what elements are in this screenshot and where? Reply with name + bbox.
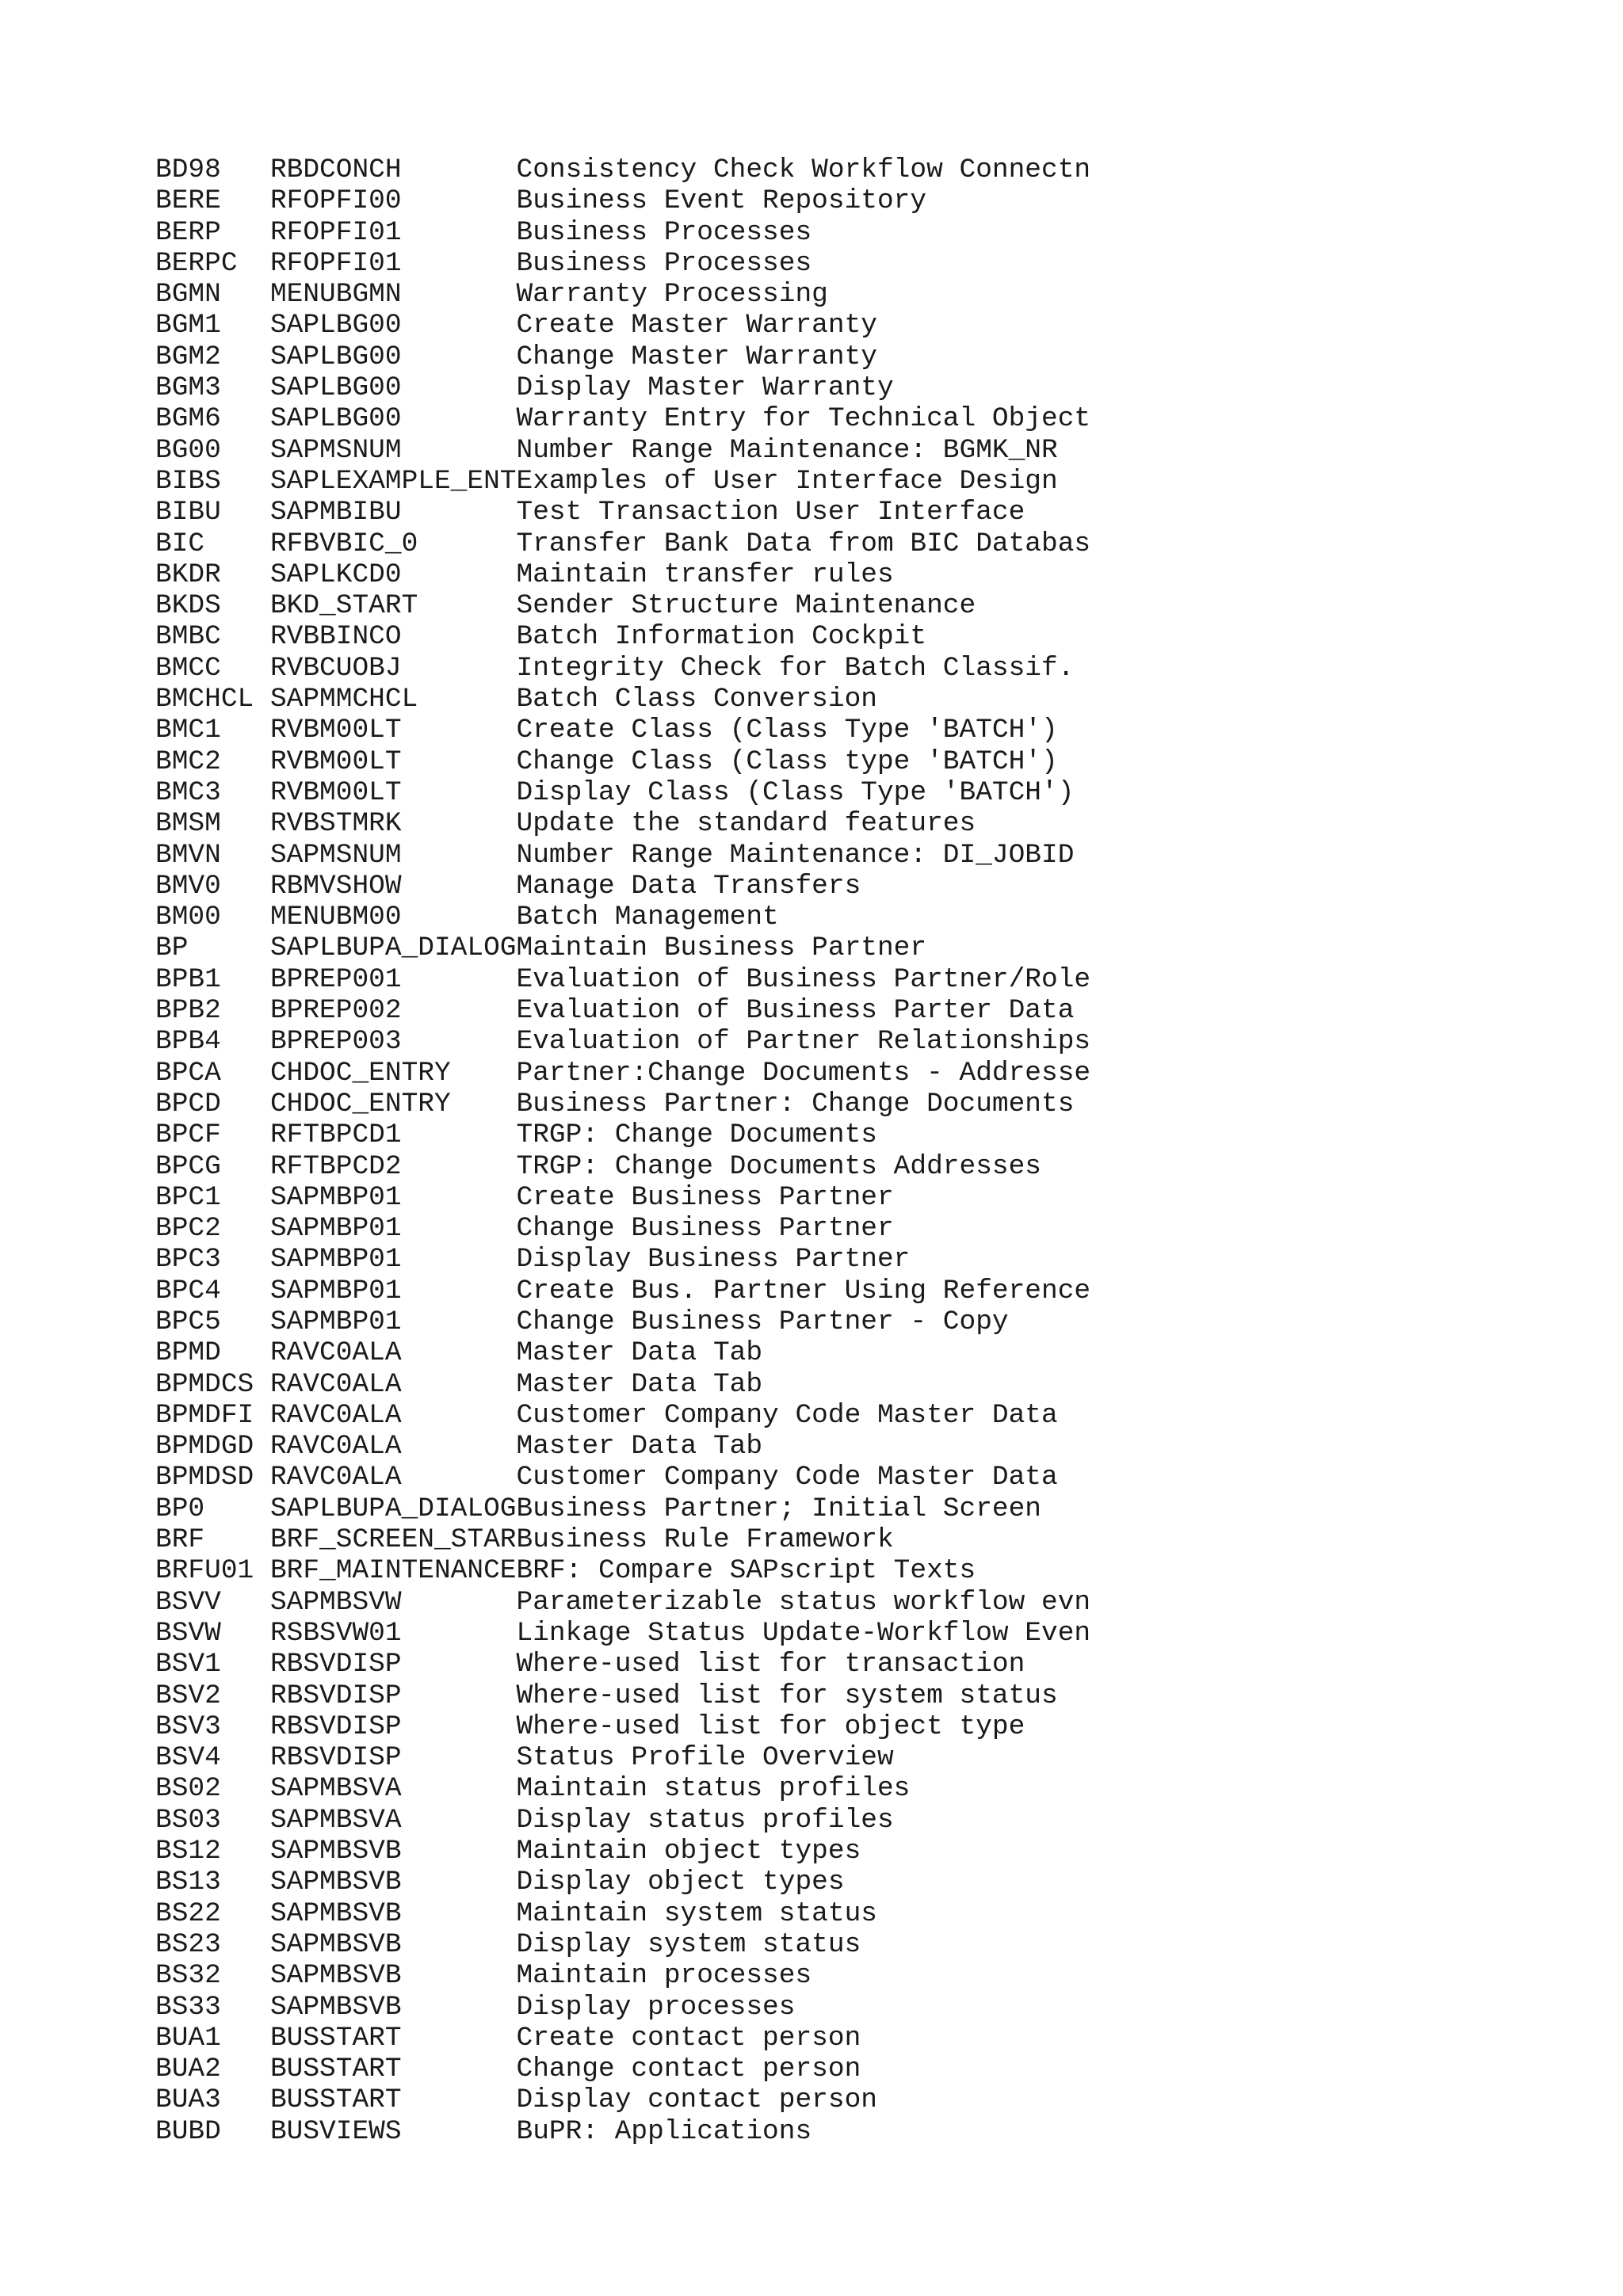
program-name: RFOPFI00	[269, 185, 517, 217]
transaction-code: BPC5	[155, 1306, 270, 1337]
listing-row	[155, 403, 1090, 434]
program-name: SAPLBUPA_DIALOG	[269, 933, 517, 964]
transaction-description: Create Business Partner	[516, 1181, 894, 1213]
listing-row	[155, 1400, 1090, 1431]
listing-row	[155, 777, 1090, 808]
program-name: BKD_START	[269, 590, 517, 622]
program-name: RVBCUOBJ	[269, 652, 517, 684]
listing-row	[155, 1898, 1090, 1929]
program-name: SAPMBSVB	[269, 1897, 517, 1929]
transaction-code: BPMDCS	[155, 1368, 270, 1400]
transaction-code: BM00	[155, 902, 270, 933]
transaction-code: BS23	[155, 1928, 270, 1960]
listing-row	[155, 902, 1090, 933]
listing-row	[155, 1805, 1090, 1836]
transaction-description: Batch Class Conversion	[516, 684, 877, 715]
transaction-description: Business Processes	[516, 216, 812, 248]
program-name: RBSVDISP	[269, 1649, 517, 1680]
transaction-description: Consistency Check Workflow Connectn	[516, 154, 1091, 185]
transaction-description: Test Transaction User Interface	[516, 497, 1025, 528]
transaction-code: BPMD	[155, 1337, 270, 1369]
program-name: BUSSTART	[269, 2022, 517, 2054]
transaction-description: Business Processes	[516, 247, 812, 279]
transaction-code: BSV3	[155, 1711, 270, 1742]
program-name: RBSVDISP	[269, 1680, 517, 1711]
transaction-description: Sender Structure Maintenance	[516, 590, 976, 622]
program-name: SAPMMCHCL	[269, 684, 517, 715]
transaction-description: Display Master Warranty	[516, 372, 894, 404]
transaction-code: BPCD	[155, 1088, 270, 1119]
listing-row	[155, 435, 1090, 466]
transaction-code: BMC3	[155, 776, 270, 808]
transaction-description: Change Business Partner - Copy	[516, 1306, 1009, 1337]
listing-row	[155, 621, 1090, 652]
program-name: SAPMBSVB	[269, 1960, 517, 1992]
transaction-code: BMCC	[155, 652, 270, 684]
transaction-code: BIC	[155, 528, 270, 559]
transaction-code: BS32	[155, 1960, 270, 1992]
transaction-description: Maintain transfer rules	[516, 559, 894, 590]
transaction-code: BUA3	[155, 2084, 270, 2116]
transaction-description: Create Class (Class Type 'BATCH')	[516, 715, 1058, 746]
transaction-code: BIBS	[155, 465, 270, 497]
transaction-description: Display processes	[516, 1991, 796, 2023]
program-name: BRF_SCREEN_STAR	[269, 1524, 517, 1556]
transaction-description: Number Range Maintenance: DI_JOBID	[516, 839, 1075, 871]
transaction-description: Transfer Bank Data from BIC Databas	[516, 528, 1091, 559]
transaction-code: BS03	[155, 1804, 270, 1836]
transaction-description: Update the standard features	[516, 808, 976, 840]
program-name: SAPMBP01	[269, 1181, 517, 1213]
transaction-code: BG00	[155, 434, 270, 466]
transaction-description: Examples of User Interface Design	[516, 465, 1058, 497]
program-name: RVBM00LT	[269, 776, 517, 808]
transaction-description: Maintain status profiles	[516, 1773, 911, 1805]
program-name: SAPLBG00	[269, 310, 517, 341]
program-name: SAPLBG00	[269, 372, 517, 404]
transaction-description: Master Data Tab	[516, 1337, 763, 1369]
listing-row	[155, 1151, 1090, 1182]
transaction-description: Batch Information Cockpit	[516, 621, 927, 653]
program-name: BUSSTART	[269, 2084, 517, 2116]
transaction-code: BPMDGD	[155, 1431, 270, 1463]
transaction-description: Master Data Tab	[516, 1368, 763, 1400]
program-name: SAPMBIBU	[269, 497, 517, 528]
transaction-code: BSV4	[155, 1742, 270, 1774]
listing-row	[155, 933, 1090, 963]
transaction-description: Business Rule Framework	[516, 1524, 894, 1556]
listing-row	[155, 2084, 1090, 2115]
listing-row	[155, 808, 1090, 839]
listing-row	[155, 1711, 1090, 1742]
listing-row	[155, 964, 1090, 995]
listing-row	[155, 1089, 1090, 1119]
transaction-description: Warranty Entry for Technical Object	[516, 403, 1091, 435]
program-name: SAPLBG00	[269, 341, 517, 372]
program-name: SAPMSNUM	[269, 434, 517, 466]
transaction-code: BSV1	[155, 1649, 270, 1680]
listing-row	[155, 1960, 1090, 1991]
transaction-code: BUA2	[155, 2054, 270, 2085]
program-name: RBSVDISP	[269, 1742, 517, 1774]
transaction-code: BPB2	[155, 995, 270, 1027]
transaction-code: BPC4	[155, 1275, 270, 1306]
transaction-code: BERPC	[155, 247, 270, 279]
listing-row	[155, 1369, 1090, 1400]
transaction-description: Display object types	[516, 1867, 845, 1898]
transaction-description: Customer Company Code Master Data	[516, 1462, 1058, 1493]
listing-row	[155, 590, 1090, 621]
transaction-code: BPMDSD	[155, 1462, 270, 1493]
transaction-code: BMVN	[155, 839, 270, 871]
transaction-code: BRF	[155, 1524, 270, 1556]
transaction-code: BERP	[155, 216, 270, 248]
program-name: SAPMBSVA	[269, 1804, 517, 1836]
transaction-description: BRF: Compare SAPscript Texts	[516, 1555, 976, 1587]
listing-row	[155, 1213, 1090, 1244]
program-name: RBDCONCH	[269, 154, 517, 185]
listing-row	[155, 1493, 1090, 1524]
transaction-description: TRGP: Change Documents	[516, 1119, 877, 1151]
transaction-description: Change Business Partner	[516, 1213, 894, 1245]
transaction-code: BGM6	[155, 403, 270, 435]
transaction-description: Master Data Tab	[516, 1431, 763, 1463]
listing-row	[155, 1337, 1090, 1368]
transaction-code: BSV2	[155, 1680, 270, 1711]
listing-row	[155, 1026, 1090, 1057]
transaction-description: TRGP: Change Documents Addresses	[516, 1150, 1042, 1182]
listing-row	[155, 154, 1090, 185]
transaction-description: Where-used list for transaction	[516, 1649, 1025, 1680]
program-name: MENUBGMN	[269, 279, 517, 311]
program-name: SAPLKCD0	[269, 559, 517, 590]
transaction-description: Warranty Processing	[516, 279, 828, 311]
transaction-code: BMC1	[155, 715, 270, 746]
transaction-description: Business Event Repository	[516, 185, 927, 217]
program-name: RAVC0ALA	[269, 1337, 517, 1369]
transaction-description: BuPR: Applications	[516, 2115, 812, 2147]
listing-row	[155, 1119, 1090, 1150]
listing-row	[155, 1182, 1090, 1213]
listing-row	[155, 248, 1090, 279]
listing-row	[155, 1649, 1090, 1680]
transaction-code: BPMDFI	[155, 1399, 270, 1431]
transaction-code: BUA1	[155, 2022, 270, 2054]
listing-row	[155, 995, 1090, 1026]
transaction-description: Create contact person	[516, 2022, 861, 2054]
program-name: SAPMBP01	[269, 1244, 517, 1276]
transaction-description: Linkage Status Update-Workflow Even	[516, 1617, 1091, 1649]
listing-row	[155, 1618, 1090, 1649]
listing-row	[155, 1867, 1090, 1897]
transaction-description: Create Bus. Partner Using Reference	[516, 1275, 1091, 1306]
transaction-description: Where-used list for system status	[516, 1680, 1058, 1711]
program-name: BPREP001	[269, 963, 517, 995]
program-name: BUSSTART	[269, 2054, 517, 2085]
listing-row	[155, 1680, 1090, 1711]
listing-row	[155, 746, 1090, 777]
transaction-description: Maintain system status	[516, 1897, 877, 1929]
listing-row	[155, 1587, 1090, 1618]
program-name: CHDOC_ENTRY	[269, 1057, 517, 1089]
program-name: RAVC0ALA	[269, 1399, 517, 1431]
transaction-description: Maintain object types	[516, 1836, 861, 1867]
program-name: RAVC0ALA	[269, 1462, 517, 1493]
transaction-description: Integrity Check for Batch Classif.	[516, 652, 1075, 684]
program-name: RFOPFI01	[269, 247, 517, 279]
program-name: SAPMSNUM	[269, 839, 517, 871]
listing-row	[155, 1524, 1090, 1555]
transaction-code: BKDR	[155, 559, 270, 590]
listing-row	[155, 1836, 1090, 1867]
program-name: RFTBPCD1	[269, 1119, 517, 1151]
transaction-code: BUBD	[155, 2115, 270, 2147]
transaction-code: BRFU01	[155, 1555, 270, 1587]
program-name: MENUBM00	[269, 902, 517, 933]
listing-row	[155, 840, 1090, 871]
program-name: CHDOC_ENTRY	[269, 1088, 517, 1119]
listing-row	[155, 466, 1090, 497]
transaction-code: BGMN	[155, 279, 270, 311]
transaction-description: Display Class (Class Type 'BATCH')	[516, 776, 1075, 808]
listing-row	[155, 1431, 1090, 1462]
program-name: BPREP003	[269, 1026, 517, 1058]
transaction-code: BERE	[155, 185, 270, 217]
listing-row	[155, 2023, 1090, 2054]
listing-row	[155, 1929, 1090, 1960]
transaction-description: Evaluation of Business Partner/Role	[516, 963, 1091, 995]
transaction-description: Display Business Partner	[516, 1244, 911, 1276]
listing-row	[155, 684, 1090, 715]
transaction-code: BS12	[155, 1836, 270, 1867]
transaction-code: BS22	[155, 1897, 270, 1929]
listing-row	[155, 185, 1090, 216]
listing-row	[155, 497, 1090, 528]
program-name: BPREP002	[269, 995, 517, 1027]
transaction-code: BMBC	[155, 621, 270, 653]
transaction-code: BPC1	[155, 1181, 270, 1213]
transaction-code-listing	[155, 154, 1090, 2147]
program-name: RFOPFI01	[269, 216, 517, 248]
program-name: RBMVSHOW	[269, 870, 517, 902]
listing-row	[155, 1555, 1090, 1586]
program-name: BRF_MAINTENANCE	[269, 1555, 517, 1587]
program-name: SAPMBSVB	[269, 1836, 517, 1867]
transaction-code: BPCG	[155, 1150, 270, 1182]
listing-row	[155, 1244, 1090, 1275]
program-name: SAPMBP01	[269, 1213, 517, 1245]
transaction-code: BPC2	[155, 1213, 270, 1245]
transaction-description: Business Partner: Change Documents	[516, 1088, 1075, 1119]
program-name: RVBM00LT	[269, 746, 517, 777]
listing-row	[155, 1742, 1090, 1773]
program-name: SAPMBSVA	[269, 1773, 517, 1805]
transaction-description: Partner:Change Documents - Addresse	[516, 1057, 1091, 1089]
program-name: RAVC0ALA	[269, 1431, 517, 1463]
program-name: RAVC0ALA	[269, 1368, 517, 1400]
program-name: RBSVDISP	[269, 1711, 517, 1742]
transaction-description: Evaluation of Partner Relationships	[516, 1026, 1091, 1058]
listing-row	[155, 559, 1090, 590]
program-name: SAPMBSVB	[269, 1991, 517, 2023]
transaction-code: BMV0	[155, 870, 270, 902]
transaction-code: BGM2	[155, 341, 270, 372]
program-name: SAPMBSVB	[269, 1867, 517, 1898]
program-name: RVBSTMRK	[269, 808, 517, 840]
transaction-description: Display contact person	[516, 2084, 877, 2116]
transaction-description: Batch Management	[516, 902, 779, 933]
transaction-code: BIBU	[155, 497, 270, 528]
listing-row	[155, 310, 1090, 341]
transaction-code: BP0	[155, 1493, 270, 1524]
transaction-description: Change contact person	[516, 2054, 861, 2085]
transaction-code: BPCA	[155, 1057, 270, 1089]
transaction-code: BS13	[155, 1867, 270, 1898]
transaction-description: Maintain Business Partner	[516, 933, 927, 964]
program-name: RVBBINCO	[269, 621, 517, 653]
transaction-description: Where-used list for object type	[516, 1711, 1025, 1742]
listing-row	[155, 1276, 1090, 1306]
transaction-code: BGM1	[155, 310, 270, 341]
program-name: RSBSVW01	[269, 1617, 517, 1649]
transaction-code: BP	[155, 933, 270, 964]
transaction-description: Number Range Maintenance: BGMK_NR	[516, 434, 1058, 466]
program-name: SAPLBUPA_DIALOG	[269, 1493, 517, 1524]
transaction-description: Display status profiles	[516, 1804, 894, 1836]
listing-row	[155, 653, 1090, 684]
transaction-code: BMCHCL	[155, 684, 270, 715]
transaction-description: Change Master Warranty	[516, 341, 877, 372]
listing-row	[155, 1462, 1090, 1493]
program-name: SAPLEXAMPLE_ENT	[269, 465, 517, 497]
transaction-code: BGM3	[155, 372, 270, 404]
transaction-code: BS02	[155, 1773, 270, 1805]
transaction-description: Status Profile Overview	[516, 1742, 894, 1774]
transaction-code: BPC3	[155, 1244, 270, 1276]
transaction-description: Change Class (Class type 'BATCH')	[516, 746, 1058, 777]
transaction-description: Evaluation of Business Parter Data	[516, 995, 1075, 1027]
transaction-code: BSVW	[155, 1617, 270, 1649]
program-name: RFBVBIC_0	[269, 528, 517, 559]
program-name: SAPMBSVW	[269, 1586, 517, 1618]
transaction-code: BMC2	[155, 746, 270, 777]
listing-row	[155, 279, 1090, 310]
program-name: RFTBPCD2	[269, 1150, 517, 1182]
listing-row	[155, 715, 1090, 746]
listing-row	[155, 2054, 1090, 2084]
transaction-code: BKDS	[155, 590, 270, 622]
transaction-description: Business Partner; Initial Screen	[516, 1493, 1042, 1524]
program-name: SAPMBSVB	[269, 1928, 517, 1960]
listing-row	[155, 871, 1090, 902]
program-name: BUSVIEWS	[269, 2115, 517, 2147]
transaction-description: Create Master Warranty	[516, 310, 877, 341]
transaction-code: BS33	[155, 1991, 270, 2023]
listing-row	[155, 2116, 1090, 2147]
transaction-code: BPB4	[155, 1026, 270, 1058]
transaction-description: Maintain processes	[516, 1960, 812, 1992]
listing-row	[155, 528, 1090, 559]
transaction-description: Customer Company Code Master Data	[516, 1399, 1058, 1431]
listing-row	[155, 1773, 1090, 1804]
transaction-code: BSVV	[155, 1586, 270, 1618]
transaction-code: BMSM	[155, 808, 270, 840]
transaction-code: BPCF	[155, 1119, 270, 1151]
program-name: SAPMBP01	[269, 1306, 517, 1337]
program-name: SAPLBG00	[269, 403, 517, 435]
listing-row	[155, 372, 1090, 403]
program-name: RVBM00LT	[269, 715, 517, 746]
transaction-description: Parameterizable status workflow evn	[516, 1586, 1091, 1618]
transaction-code: BD98	[155, 154, 270, 185]
transaction-description: Display system status	[516, 1928, 861, 1960]
listing-row	[155, 217, 1090, 248]
transaction-code: BPB1	[155, 963, 270, 995]
listing-row	[155, 1992, 1090, 2023]
listing-row	[155, 1306, 1090, 1337]
transaction-description: Manage Data Transfers	[516, 870, 861, 902]
listing-row	[155, 1058, 1090, 1089]
listing-row	[155, 341, 1090, 372]
program-name: SAPMBP01	[269, 1275, 517, 1306]
